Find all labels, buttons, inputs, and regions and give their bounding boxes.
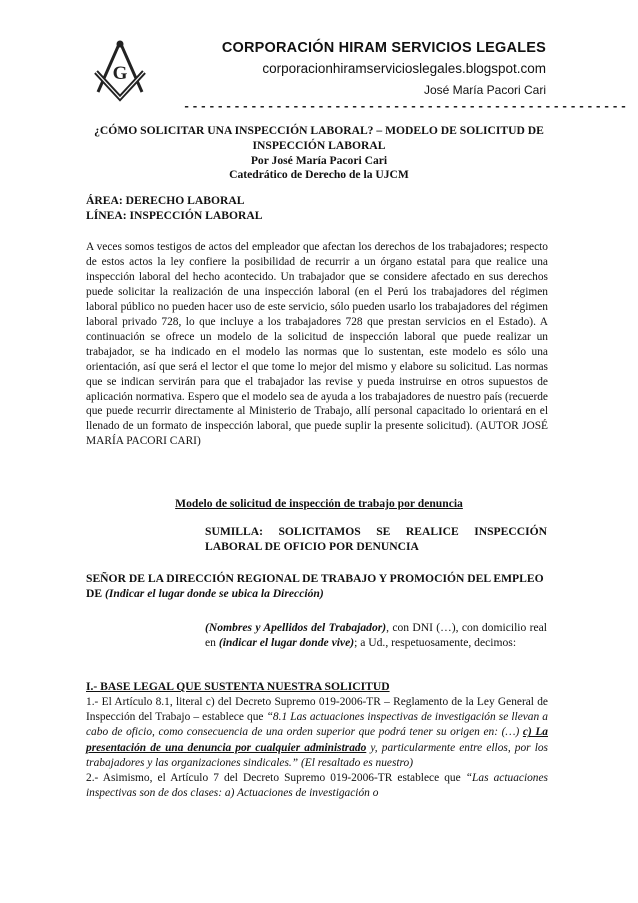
addressee-text: SEÑOR DE LA DIRECCIÓN REGIONAL DE TRABAJO Y PROMOCIÓN DEL EMPLEO DE <box>86 572 544 600</box>
title-line-1: ¿CÓMO SOLICITAR UNA INSPECCIÓN LABORAL? – MODELO DE SOLICITUD DE <box>94 124 544 137</box>
p2-quote: “Las actuaciones inspectivas son de dos clases: a) Actuaciones de investigación o <box>86 772 548 800</box>
petitioner-mid: , con DNI (…), con domicilio real en <box>205 621 547 649</box>
addressee <box>86 572 552 602</box>
petitioner-end: ; a Ud., respetuosamente, decimos: <box>354 635 517 649</box>
model-title: Modelo de solicitud de inspección de trabajo por denuncia <box>175 497 463 510</box>
linea-line: LÍNEA: INSPECCIÓN LABORAL <box>86 208 263 222</box>
section-1-title: I.- BASE LEGAL QUE SUSTENTA NUESTRA SOLICITUD <box>86 680 390 693</box>
section-1-body <box>86 695 548 801</box>
sumilla: SUMILLA: SOLICITAMOS SE REALICE INSPECCIÓN LABORAL DE OFICIO POR DENUNCIA <box>205 525 547 553</box>
byline: Por José María Pacori Cari <box>250 153 388 167</box>
organization-name: CORPORACIÓN HIRAM SERVICIOS LEGALES <box>221 40 546 56</box>
header-rule: ----------------------------------------------------- <box>183 100 629 114</box>
area-line: ÁREA: DERECHO LABORAL <box>86 194 245 207</box>
masonic-square-compass-logo <box>88 38 152 102</box>
p1-quote-b: y, particularmente entre ellos, por los trabajadores y las organizaciones sindicales.” (El resaltado es nuestro) <box>86 741 548 769</box>
petitioner-paragraph <box>205 621 547 651</box>
title-line-2: INSPECCIÓN LABORAL <box>252 138 386 152</box>
document-title <box>86 124 552 183</box>
p2-text: 2.- Asimismo, el Artículo 7 del Decreto Supremo 019-2006-TR establece que <box>86 772 466 785</box>
addressee-placeholder: (Indicar el lugar donde se ubica la Dirección) <box>105 586 324 600</box>
names-placeholder: (Nombres y Apellidos del Trabajador) <box>205 621 387 634</box>
p1-text: 1.- El Artículo 8.1, literal c) del Decreto Supremo 019-2006-TR – Reglamento de la Ley General de Inspección del Trabajo – establece que <box>86 696 548 724</box>
address-placeholder: (indicar el lugar donde vive) <box>218 635 355 649</box>
p1-bold-quote: c) La presentación de una denuncia por cualquier administrado <box>86 726 548 754</box>
affiliation: Catedrático de Derecho de la UJCM <box>229 168 409 182</box>
intro-paragraph: A veces somos testigos de actos del empleador que afectan los derechos de los trabajadores; respecto de estos actos la ley confiere la posibilidad de recurrir a un órgano estatal para que realice una inspección laboral del hecho acontecido. Un trabajador que se considere afectado en sus derechos puede solicitar la realización de una inspección laboral (en el Perú los trabajadores del régimen laboral público no pueden hacer uso de este servicio, sólo pueden usarlo los trabajadores del régimen laboral privado 728, lo que incluye a los trabajadores 728 que prestan servicios en el Estado). A continuación se ofrece un modelo de la solicitud de inspección laboral que puede realizar un trabajador, se ha indicado en el modelo las normas que lo sustentan, este modelo es sólo una orientación, así que será el lector el que tome lo mejor del mismo y elabore su solicitud. Las normas que se indican servirán para que el trabajador las revise y pueda instruirse en otros supuestos de aplicación normativa. Espero que el modelo sea de ayuda a los trabajadores de nuestro país (recuerde que puede recurrir directamente al Ministerio de Trabajo, allí personal capacitado lo orientará en el llenado de un formato de inspección laboral, que puede suplir la presente solicitud). (AUTOR JOSÉ MARÍA PACORI CARI) <box>86 241 548 448</box>
p1-quote-a: “8.1 Las actuaciones inspectivas de investigación se llevan a cabo de oficio, como consecuencia de una orden superior que podrá tener su origen en: (…) <box>86 711 549 739</box>
header-author: José María Pacori Cari <box>423 83 546 97</box>
svg-text:G: G <box>112 63 128 84</box>
blog-url: corporacionhiramservicioslegales.blogspot.com <box>262 61 546 76</box>
area-line-block <box>86 194 263 224</box>
